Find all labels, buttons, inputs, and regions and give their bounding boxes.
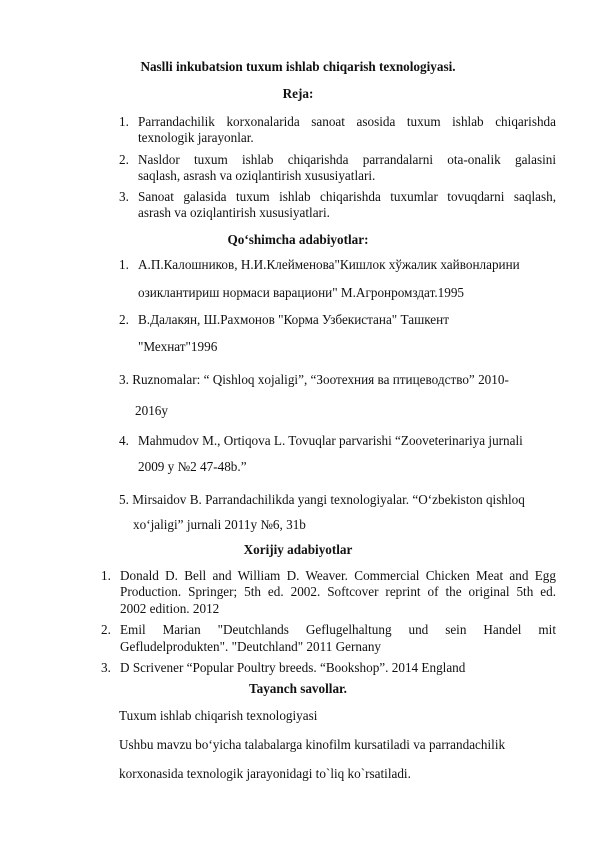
plan-heading: Reja: [282, 86, 314, 101]
key-questions-line: Ushbu mavzu bo‘yicha talabalarga kinofilm kursatiladi va parrandachilik [119, 737, 506, 752]
key-questions-line: korxonasida texnologik jarayonidagi to`liq ko`rsatiladi. [119, 766, 411, 781]
foreign-item-line: Gefludelprodukten". "Deutchland" 2011 Gernany [120, 639, 382, 654]
plan-item-number: 3. [119, 189, 129, 204]
additional-item-line: 2009 y №2 47-48b.” [138, 459, 247, 474]
foreign-item-line: D Scrivener “Popular Poultry breeds. “Bookshop”. 2014 England [120, 660, 466, 675]
additional-item-line: Mahmudov M., Ortiqova L. Tovuqlar parvarishi “Zooveterinariya jurnali [138, 433, 523, 448]
additional-item-line: 5. Mirsaidov B. Parrandachilikda yangi texnologiyalar. “O‘zbekiston qishloq [119, 492, 525, 507]
document-title: Naslli inkubatsion tuxum ishlab chiqarish texnologiyasi. [140, 59, 456, 74]
plan-item-number: 2. [119, 152, 129, 167]
foreign-item-line: Emil Marian "Deutchlands Geflugelhaltung und sein Handel mit [120, 622, 556, 637]
plan-item-line: asrash va oziqlantirish xususiyatlari. [138, 205, 330, 220]
additional-item-line: 2016y [135, 403, 168, 418]
foreign-item-line: Donald D. Bell and William D. Weaver. Commercial Chicken Meat and Egg [120, 568, 556, 583]
additional-item-number: 2. [119, 312, 129, 327]
additional-item-line: 3. Ruznomalar: “ Qishloq xojaligi”, “Зоотехния ва птицеводство” 2010- [119, 372, 509, 387]
additional-item-line: В.Далакян, Ш.Рахмонов "Корма Узбекистана" Ташкент [138, 312, 449, 327]
foreign-item-line: Production. Springer; 5th ed. 2002. Softcover reprint of the original 5th ed. [120, 584, 556, 599]
additional-heading: Qo‘shimcha adabiyotlar: [227, 232, 369, 247]
additional-item-line: "Мехнат"1996 [138, 339, 218, 354]
additional-item-line: xo‘jaligi” jurnali 2011y №6, 31b [133, 517, 306, 532]
foreign-item-number: 3. [101, 660, 111, 675]
plan-item-line: saqlash, asrash va oziqlantirish xususiyatlari. [138, 168, 376, 183]
additional-item-line: А.П.Калошников, Н.И.Клейменова"Кишлок хўжалик хайвонларини [138, 257, 520, 272]
plan-item-line: Nasldor tuxum ishlab chiqarishda parrandalarni ota-onalik galasini [138, 152, 556, 167]
foreign-item-number: 1. [101, 568, 111, 583]
additional-item-number: 4. [119, 433, 129, 448]
plan-item-line: Parrandachilik korxonalarida sanoat asosida tuxum ishlab chiqarishda [138, 114, 556, 129]
key-questions-line: Tuxum ishlab chiqarish texnologiyasi [119, 708, 318, 723]
additional-item-number: 1. [119, 257, 129, 272]
plan-item-line: Sanoat galasida tuxum ishlab chiqarishda tuxumlar tovuqdarni saqlash, [138, 189, 556, 204]
foreign-item-line: 2002 edition. 2012 [120, 601, 220, 616]
plan-item-number: 1. [119, 114, 129, 129]
foreign-item-number: 2. [101, 622, 111, 637]
plan-item-line: texnologik jarayonlar. [138, 130, 254, 145]
key-questions-heading: Tayanch savollar. [249, 681, 347, 696]
foreign-heading: Xorijiy adabiyotlar [243, 542, 353, 557]
additional-item-line: озиклантириш нормаси варациони" М.Агронромздат.1995 [138, 285, 465, 300]
